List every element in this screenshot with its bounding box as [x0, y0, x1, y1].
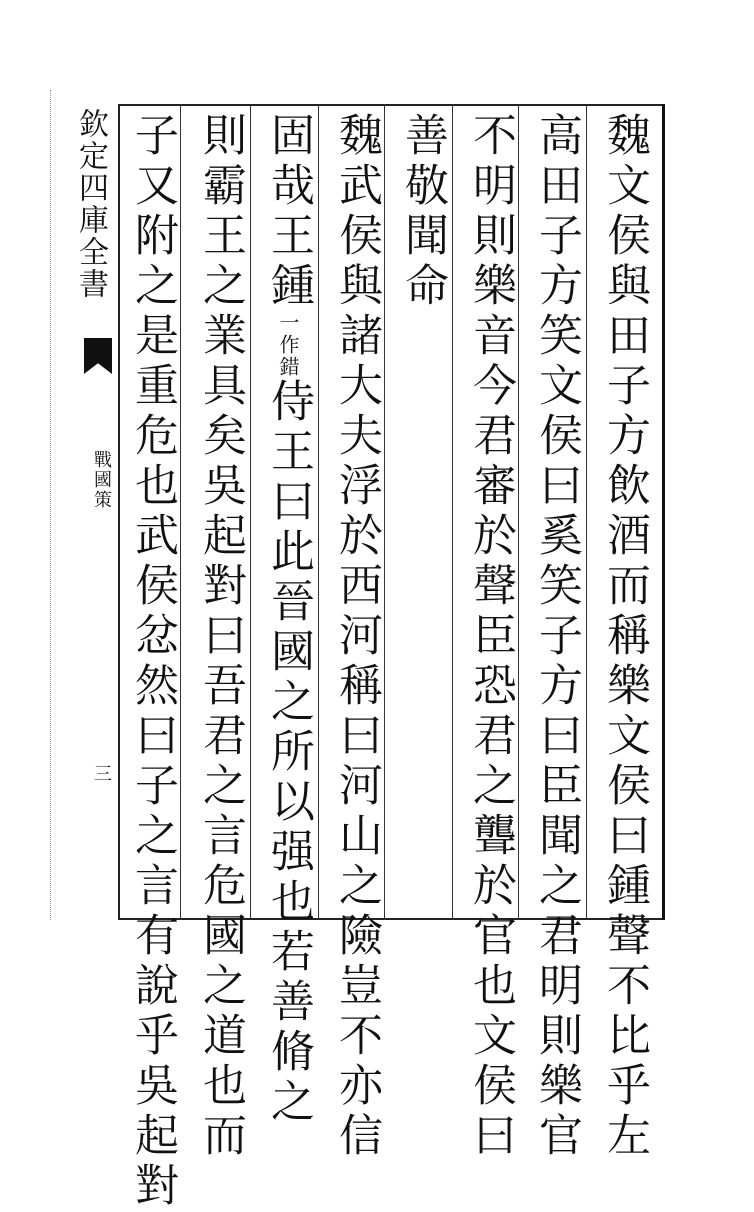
text-column-2: 高田子方笑文侯曰奚笑子方曰臣聞之君明則樂官 — [531, 112, 582, 1162]
column-rule — [180, 104, 181, 920]
page-edge — [50, 90, 51, 920]
fish-tail-mark — [84, 338, 112, 374]
column-rule — [586, 104, 587, 920]
text-column-5: 魏武侯與諸大夫浮於西河稱曰河山之險豈不亦信 — [331, 112, 382, 1162]
text-column-1: 魏文侯與田子方飲酒而稱樂文侯曰鍾聲不比乎左 — [599, 112, 650, 1162]
margin-book-title: 戰國策 — [91, 450, 112, 510]
column-6-text-a: 固哉王鍾 — [263, 112, 314, 312]
text-column-3: 不明則樂音今君審於聲臣恐君之聾於官也文侯曰 — [465, 112, 516, 1162]
column-rule — [452, 104, 453, 920]
text-column-7: 則霸王之業具矣吳起對曰吾君之言危國之道也而 — [195, 112, 246, 1162]
frame-right-border — [662, 104, 665, 920]
margin-collection-title: 欽定四庫全書 — [73, 108, 108, 300]
frame-top-border — [118, 104, 664, 106]
text-column-6 — [260, 112, 316, 1128]
text-column-4: 善敬聞命 — [397, 112, 448, 312]
column-6-text-b: 侍王曰此晉國之所以强也若善脩之 — [263, 378, 314, 1128]
column-rule — [518, 104, 519, 920]
column-rule — [250, 104, 251, 920]
frame-left-border — [118, 104, 120, 920]
text-column-8: 子又附之是重危也武侯忿然曰子之言有說乎吳起對 — [127, 112, 178, 1212]
margin-page-number: 三 — [91, 764, 112, 784]
column-rule — [384, 104, 385, 920]
column-rule — [318, 104, 319, 920]
interlinear-note: 一作錯 — [276, 312, 300, 378]
